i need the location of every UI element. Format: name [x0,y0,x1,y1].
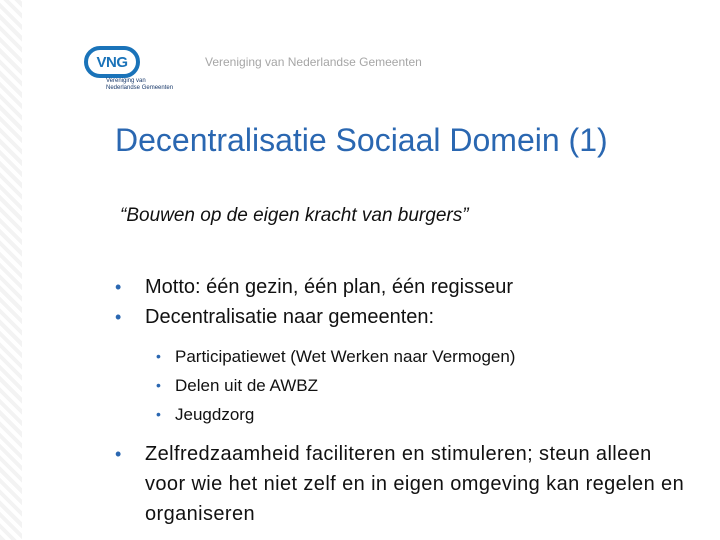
logo-sub-line1: Vereniging van [106,78,146,84]
sub-bullet-text: Participatiewet (Wet Werken naar Vermogen) [175,347,516,366]
sub-bullet-icon: • [156,406,161,422]
sub-bullet-item [110,371,690,400]
bullet-text: Decentralisatie naar gemeenten: [145,306,435,328]
sub-bullet-item [110,400,690,429]
logo-subtext [106,78,186,92]
logo-badge-text: VNG [96,53,128,71]
slide-subtitle: “Bouwen op de eigen kracht van burgers” [120,205,469,226]
bullet-text: Zelfredzaamheid faciliteren en stimuleren; steun alleen voor wie het niet zelf en in eigen omgeving kan regelen en organiseren [145,443,685,525]
sub-bullet-list [110,342,690,429]
bullet-item-zelfredzaamheid [110,439,690,529]
slide-title: Decentralisatie Sociaal Domein (1) [115,122,608,158]
logo-sub-line2: Nederlandse Gemeenten [106,85,174,91]
bullet-icon: • [115,307,122,327]
bullet-text: Motto: één gezin, één plan, één regisseur [145,276,514,298]
sub-bullet-icon: • [156,377,161,393]
sub-bullet-text: Jeugdzorg [175,405,255,424]
bullet-item-decentralisatie [110,302,690,332]
bullet-icon: • [115,444,122,464]
sub-bullet-text: Delen uit de AWBZ [175,376,318,395]
logo-badge [84,46,140,78]
organization-name: Vereniging van Nederlandse Gemeenten [205,55,422,69]
vng-logo [82,44,182,96]
sub-bullet-item [110,342,690,371]
bullet-list [110,439,690,529]
decorative-stripes [0,0,22,540]
bullet-item-motto [110,272,690,302]
bullet-list [110,272,690,332]
slide-content [110,272,690,529]
sub-bullet-icon: • [156,348,161,364]
bullet-icon: • [115,277,122,297]
